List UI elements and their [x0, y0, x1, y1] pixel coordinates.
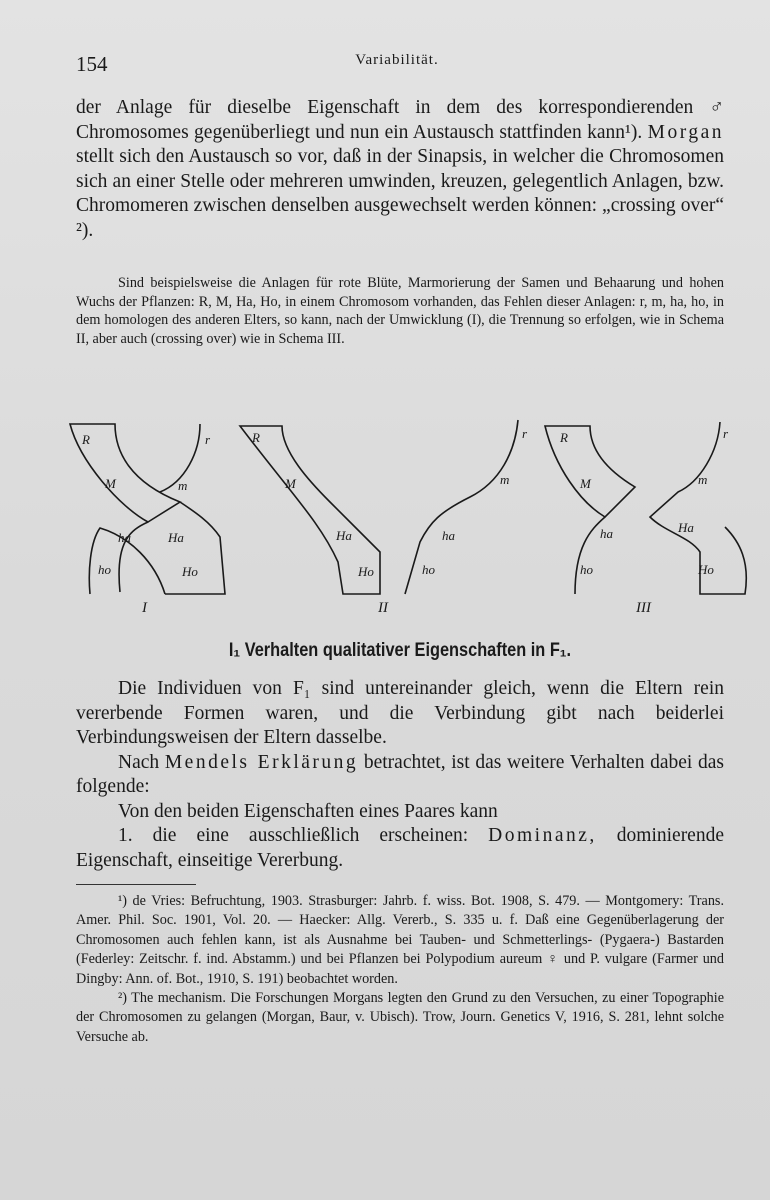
section-heading: I₁ Verhalten qualitativer Eigenschaften in F₁. [228, 640, 572, 661]
label-r-3: r [723, 426, 729, 441]
footnote-rule [76, 884, 196, 885]
label-Ha-3: Ha [678, 520, 694, 535]
label-M-1: M [105, 476, 116, 491]
label-ho-3: ho [580, 562, 593, 577]
main-paragraphs [76, 677, 724, 873]
dominance-pre: 1. die eine ausschließlich erscheinen: [118, 825, 469, 846]
page-header [76, 52, 718, 82]
label-m-3: m [698, 472, 708, 487]
label-Ha-2: Ha [336, 528, 352, 543]
page-number: 154 [76, 52, 108, 76]
footnote-2: ²) The mechanism. Die Forschungen Morgans legten den Grund zu den Versuchen, zu einer Topographie der Chromosomen zu gelangen (Morgan, Baur, v. Ubisch). Trow, Journ. Genetics V, 1916, S. 281, lehnt solche Versuche ab. [76, 990, 724, 1045]
label-ha-1: ha [118, 530, 131, 545]
schema-label-III: III [636, 600, 651, 616]
crossing-over-figure [60, 412, 760, 634]
intro-paragraph [76, 96, 724, 243]
label-ha-3: ha [600, 526, 613, 541]
label-M-2: M [285, 476, 296, 491]
schema-1-strand-b [165, 502, 225, 594]
label-m-2: m [500, 472, 510, 487]
label-r-1: r [205, 432, 211, 447]
dominance-post: dominierende Eigenschaft, einseitige Vererbung. [76, 825, 724, 871]
mendel-pre: Nach [118, 751, 160, 773]
label-ho-2: ho [422, 562, 435, 577]
example-paragraph [76, 274, 724, 348]
paragraph-dominance [76, 824, 724, 873]
label-Ho-1: Ho [182, 564, 198, 579]
schema-3-strand-R [545, 426, 635, 517]
label-M-3: M [580, 476, 591, 491]
label-ha-2: ha [442, 528, 455, 543]
label-R-2: R [252, 430, 260, 445]
chromosome-schemas-diagram [60, 412, 760, 634]
mendel-name: Mendels Erklärung [164, 751, 359, 773]
schema-label-I: I [142, 600, 147, 616]
label-Ho-2: Ho [358, 564, 374, 579]
schema-label-II: II [378, 600, 388, 616]
label-r-2: r [522, 426, 528, 441]
label-m-1: m [178, 478, 188, 493]
label-R-1: R [82, 432, 90, 447]
label-ho-1: ho [98, 562, 111, 577]
footnote-1: ¹) de Vries: Befruchtung, 1903. Strasburger: Jahrb. f. wiss. Bot. 1908, S. 479. — Montgomery: Trans. Amer. Phil. Soc. 1901, Vol. 20. — Haecker: Allg. Vererb., S. 335 u. f. Daß eine Gegenüberlagerung der Chromosomen auch fehlen kann, ist als Ausnahme bei Tauben- und Schmetterlings- (Pygaera-) Bastarden (Federley: Zeitschr. f. ind. Abstamm.) und bei Pflanzen bei Polypodium aureum ♀ und P. vulgare (Farmer und Dingby: Ann. of. Bot., 1910, S. 191) beobachtet worden. [76, 893, 724, 987]
label-Ha-1: Ha [168, 530, 184, 545]
running-title: Variabilität. [355, 52, 439, 68]
label-Ho-3: Ho [698, 562, 714, 577]
mendel-post: betrachtet, ist das weitere Verhalten dabei das folgende: [76, 751, 725, 797]
paragraph-individuals: Die Individuen von F₁ sind untereinander gleich, wenn die Eltern rein vererbende Formen waren, und die Verbindung gibt nach beiderlei Verbindungsweisen der Eltern dasselbe. [76, 678, 724, 748]
footnotes [76, 892, 724, 1047]
intro-text-1: der Anlage für dieselbe Eigenschaft in dem des korrespondierenden ♂ Chromosomes gegenüberliegt und nun ein Austausch stattfinden kann¹). [76, 97, 724, 143]
paragraph-pair: Von den beiden Eigenschaften eines Paares kann [118, 800, 498, 822]
example-text: Sind beispielsweise die Anlagen für rote Blüte, Marmorierung der Samen und Behaarung und hohen Wuchs der Pflanzen: R, M, Ha, Ho, in einem Chromosom vorhanden, das Fehlen dieser Anlagen: r, m, ha, ho, in dem homologen des anderen Elters, so kann, nach der Umwicklung (I), die Trennung so erfolgen, wie in Schema II, aber auch (crossing over) wie in Schema III. [76, 275, 724, 347]
label-R-3: R [560, 430, 568, 445]
intro-text-2: stellt sich den Austausch so vor, daß in der Sinapsis, in welcher die Chromosomen sich an einer Stelle oder mehreren umwinden, kreuzen, gelegentlich Anlagen, bzw. Chromomeren zwischen denselben ausgewechselt werden können: „crossing over“ ²). [76, 146, 724, 241]
author-name-morgan: Morgan [647, 121, 725, 143]
paragraph-mendel [76, 751, 724, 800]
dominance-term: Dominanz, [488, 825, 597, 846]
